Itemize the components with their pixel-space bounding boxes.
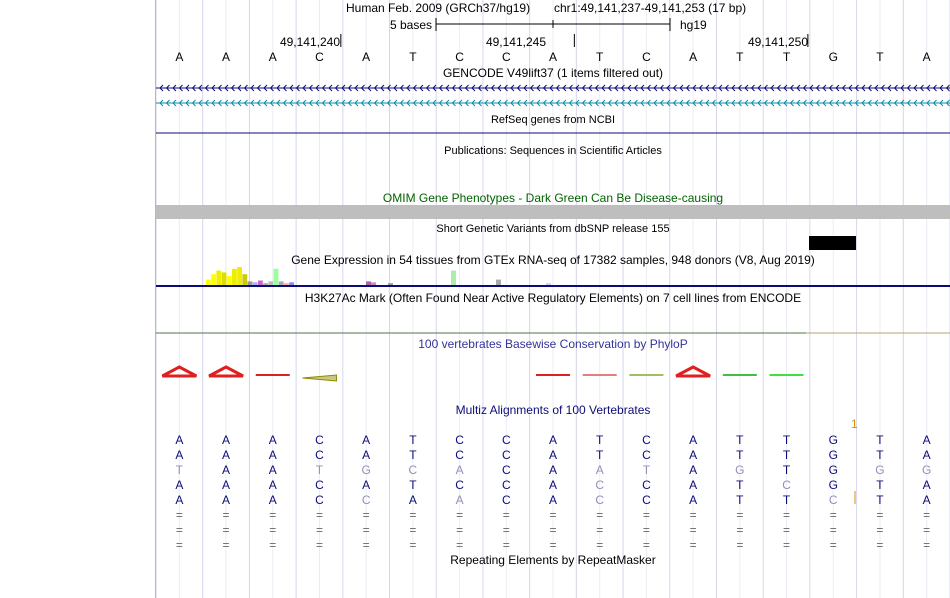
alignment-base: T (876, 448, 884, 462)
base-letter: A (175, 50, 184, 64)
alignment-base: = (175, 508, 183, 522)
gtex-tissue-bar[interactable] (496, 280, 501, 285)
base-letter: A (922, 50, 931, 64)
alignment-base: A (548, 448, 558, 462)
alignment-base: T (642, 463, 651, 477)
alignment-base: = (362, 508, 370, 522)
alignment-base: = (596, 523, 604, 537)
alignment-base: = (502, 508, 510, 522)
alignment-base: = (876, 523, 884, 537)
alignment-base: C (782, 478, 791, 492)
alignment-base: T (736, 433, 744, 447)
gtex-tissue-bar[interactable] (248, 281, 253, 285)
alignment-base: = (222, 523, 230, 537)
base-letter: A (222, 50, 231, 64)
track-label-column (0, 0, 156, 598)
alignment-base: A (548, 463, 558, 477)
dbsnp-item[interactable] (809, 236, 856, 250)
publications-title: Publications: Sequences in Scientific Articles (444, 145, 662, 157)
base-letter: T (782, 50, 791, 64)
base-letter: A (689, 50, 698, 64)
alignment-base: A (362, 433, 371, 447)
alignment-base: C (455, 478, 464, 492)
alignment-base: = (736, 538, 744, 552)
alignment-base: = (642, 538, 650, 552)
gtex-tissue-bar[interactable] (206, 280, 211, 285)
alignment-base: T (782, 463, 791, 477)
alignment-base: A (689, 463, 698, 477)
alignment-base: C (595, 478, 605, 492)
alignment-base: T (596, 448, 604, 462)
alignment-base: A (689, 493, 698, 507)
alignment-base: A (455, 493, 464, 507)
alignment-base: A (222, 463, 231, 477)
alignment-base: = (549, 523, 557, 537)
cons-title: 100 vertebrates Basewise Conservation by PhyloP (418, 337, 688, 351)
alignment-base: A (222, 448, 231, 462)
alignment-base: A (922, 433, 931, 447)
alignment-base: = (222, 538, 230, 552)
base-letter: C (501, 50, 511, 64)
alignment-base: T (876, 433, 884, 447)
alignment-base: = (409, 523, 417, 537)
alignment-base: = (689, 523, 697, 537)
alignment-base: = (175, 538, 183, 552)
alignment-base: = (736, 508, 744, 522)
alignment-base: = (502, 538, 510, 552)
alignment-base: C (315, 493, 324, 507)
scale-db-text: hg19 (680, 18, 707, 32)
gtex-tissue-bar[interactable] (366, 281, 371, 285)
alignment-base: = (549, 538, 557, 552)
alignment-base: A (689, 448, 698, 462)
gtex-tissue-bar[interactable] (227, 276, 232, 285)
alignment-base: C (408, 463, 418, 477)
alignment-base: = (642, 508, 650, 522)
alignment-base: C (642, 493, 651, 507)
alignment-base: T (596, 433, 604, 447)
alignment-base: = (175, 523, 183, 537)
alignment-base: A (548, 433, 558, 447)
alignment-base: = (923, 523, 931, 537)
alignment-base: T (782, 433, 791, 447)
alignment-base: A (175, 448, 184, 462)
alignment-base: A (362, 478, 371, 492)
alignment-base: = (689, 538, 697, 552)
base-letter: T (736, 50, 744, 64)
alignment-base: = (829, 523, 837, 537)
omim-title: OMIM Gene Phenotypes - Dark Green Can Be Disease-causing (382, 191, 724, 205)
gtex-tissue-bar[interactable] (211, 274, 216, 285)
tick-label-1: 49,141,240 (279, 35, 340, 49)
gtex-tissue-bar[interactable] (242, 274, 247, 285)
omim-gene-bar[interactable] (156, 205, 950, 219)
alignment-base: C (642, 433, 651, 447)
scale-text: 5 bases (389, 18, 432, 32)
gtex-tissue-bar[interactable] (232, 269, 237, 285)
alignment-base: A (268, 493, 277, 507)
alignment-base: T (876, 493, 884, 507)
alignment-base: G (875, 463, 885, 477)
alignment-base: C (828, 493, 838, 507)
gtex-tissue-bar[interactable] (451, 271, 456, 285)
alignment-base: = (689, 508, 697, 522)
alignment-base: A (455, 463, 464, 477)
alignment-base: C (501, 478, 511, 492)
alignment-base: = (596, 538, 604, 552)
repeatmasker-title: Repeating Elements by RepeatMasker (450, 553, 656, 567)
alignment-base: = (269, 538, 277, 552)
alignment-base: A (548, 478, 558, 492)
alignment-base: A (175, 493, 184, 507)
alignment-base: T (409, 448, 417, 462)
alignment-base: A (689, 433, 698, 447)
alignment-base: A (922, 478, 931, 492)
gtex-tissue-bar[interactable] (388, 283, 393, 285)
alignment-base: C (315, 478, 324, 492)
alignment-base: = (876, 508, 884, 522)
alignment-base: A (595, 463, 604, 477)
alignment-base: A (922, 493, 931, 507)
gtex-tissue-bar[interactable] (263, 283, 268, 285)
alignment-base: C (595, 493, 605, 507)
alignment-base: A (268, 478, 277, 492)
alignment-base: A (548, 493, 558, 507)
base-letter: C (455, 50, 464, 64)
alignment-base: = (642, 523, 650, 537)
alignment-base: A (362, 448, 371, 462)
tick-label-3: 49,141,250 (747, 35, 808, 49)
assembly-text: Human Feb. 2009 (GRCh37/hg19) (346, 1, 531, 15)
alignment-base: C (361, 493, 371, 507)
gtex-tissue-bar[interactable] (279, 281, 284, 285)
alignment-base: = (923, 538, 931, 552)
alignment-base: = (783, 538, 791, 552)
alignment-base: T (409, 433, 417, 447)
alignment-base: = (362, 538, 370, 552)
base-letter: C (315, 50, 324, 64)
alignment-base: C (455, 433, 464, 447)
alignment-base: G (828, 433, 838, 447)
alignment-base: A (175, 478, 184, 492)
alignment-base: = (409, 508, 417, 522)
base-letter: A (268, 50, 277, 64)
alignment-base: C (501, 463, 511, 477)
tick-label-2: 49,141,245 (485, 35, 546, 49)
alignment-base: A (222, 478, 231, 492)
alignment-base: = (315, 508, 323, 522)
alignment-base: = (783, 523, 791, 537)
base-letter: G (828, 50, 838, 64)
alignment-base: T (876, 478, 884, 492)
gtex-title: Gene Expression in 54 tissues from GTEx RNA-seq of 17382 samples, 948 donors (V8, Aug 2019) (291, 253, 815, 267)
alignment-base: = (222, 508, 230, 522)
alignment-base: = (269, 523, 277, 537)
refseq-title: RefSeq genes from NCBI (490, 114, 616, 126)
alignment-base: = (315, 538, 323, 552)
alignment-base: G (361, 463, 371, 477)
alignment-base: A (175, 433, 184, 447)
alignment-base: T (782, 448, 791, 462)
multiz-title: Multiz Alignments of 100 Vertebrates (455, 403, 651, 417)
gtex-tissue-bar[interactable] (274, 269, 279, 285)
alignment-base: G (828, 478, 838, 492)
alignment-base: C (501, 493, 511, 507)
gtex-tissue-bar[interactable] (258, 281, 263, 286)
alignment-base: T (736, 448, 744, 462)
alignment-base: = (456, 523, 464, 537)
alignment-base: = (315, 523, 323, 537)
alignment-base: C (642, 448, 651, 462)
alignment-base: T (315, 463, 324, 477)
alignment-base: G (921, 463, 932, 477)
alignment-base: G (828, 463, 838, 477)
alignment-base: C (501, 448, 511, 462)
alignment-base: A (268, 433, 277, 447)
base-letter: A (548, 50, 558, 64)
alignment-base: = (923, 508, 931, 522)
alignment-base: A (268, 448, 277, 462)
gtex-tissue-bar[interactable] (546, 283, 551, 285)
dbsnp-title: Short Genetic Variants from dbSNP release 155 (436, 223, 670, 235)
alignment-base: G (735, 463, 745, 477)
alignment-base: = (549, 508, 557, 522)
alignment-base: = (502, 523, 510, 537)
base-letter: C (642, 50, 651, 64)
alignment-base: = (362, 523, 370, 537)
alignment-base: C (501, 433, 511, 447)
alignment-base: C (642, 478, 651, 492)
gtex-tissue-bar[interactable] (237, 267, 242, 285)
base-letter: T (596, 50, 604, 64)
gtex-tissue-bar[interactable] (289, 282, 294, 285)
h3k27ac-title: H3K27Ac Mark (Often Found Near Active Regulatory Elements) on 7 cell lines from ENCODE (304, 291, 802, 305)
base-letter: A (362, 50, 371, 64)
alignment-base: = (456, 508, 464, 522)
alignment-base: = (269, 508, 277, 522)
alignment-base: A (222, 433, 231, 447)
alignment-base: = (829, 508, 837, 522)
alignment-base: A (268, 463, 277, 477)
alignment-base: A (922, 448, 931, 462)
alignment-base: C (315, 433, 324, 447)
gtex-tissue-bar[interactable] (371, 282, 376, 285)
alignment-base: T (409, 478, 417, 492)
alignment-base: = (783, 508, 791, 522)
alignment-base: A (689, 478, 698, 492)
alignment-base: A (408, 493, 417, 507)
alignment-base: = (736, 523, 744, 537)
alignment-base: G (828, 448, 838, 462)
gtex-tissue-bar[interactable] (284, 283, 289, 285)
alignment-base: = (456, 538, 464, 552)
base-letter: T (409, 50, 417, 64)
alignment-base: = (596, 508, 604, 522)
alignment-base: T (175, 463, 184, 477)
gtex-tissue-bar[interactable] (253, 282, 258, 285)
alignment-base: C (315, 448, 324, 462)
position-text[interactable]: chr1:49,141,237-49,141,253 (17 bp) (554, 1, 747, 15)
alignment-base: = (829, 538, 837, 552)
gencode-title: GENCODE V49lift37 (1 items filtered out) (442, 66, 664, 80)
base-letter: T (876, 50, 884, 64)
alignment-base: T (782, 493, 791, 507)
gtex-tissue-bar[interactable] (268, 281, 273, 285)
alignment-base: = (876, 538, 884, 552)
gaps-value: 1 (851, 417, 858, 431)
alignment-base: A (222, 493, 231, 507)
gtex-tissue-bar[interactable] (216, 271, 221, 285)
alignment-base: C (455, 448, 464, 462)
alignment-base: T (736, 493, 744, 507)
alignment-base: = (409, 538, 417, 552)
gtex-tissue-bar[interactable] (222, 272, 227, 285)
alignment-base: T (736, 478, 744, 492)
